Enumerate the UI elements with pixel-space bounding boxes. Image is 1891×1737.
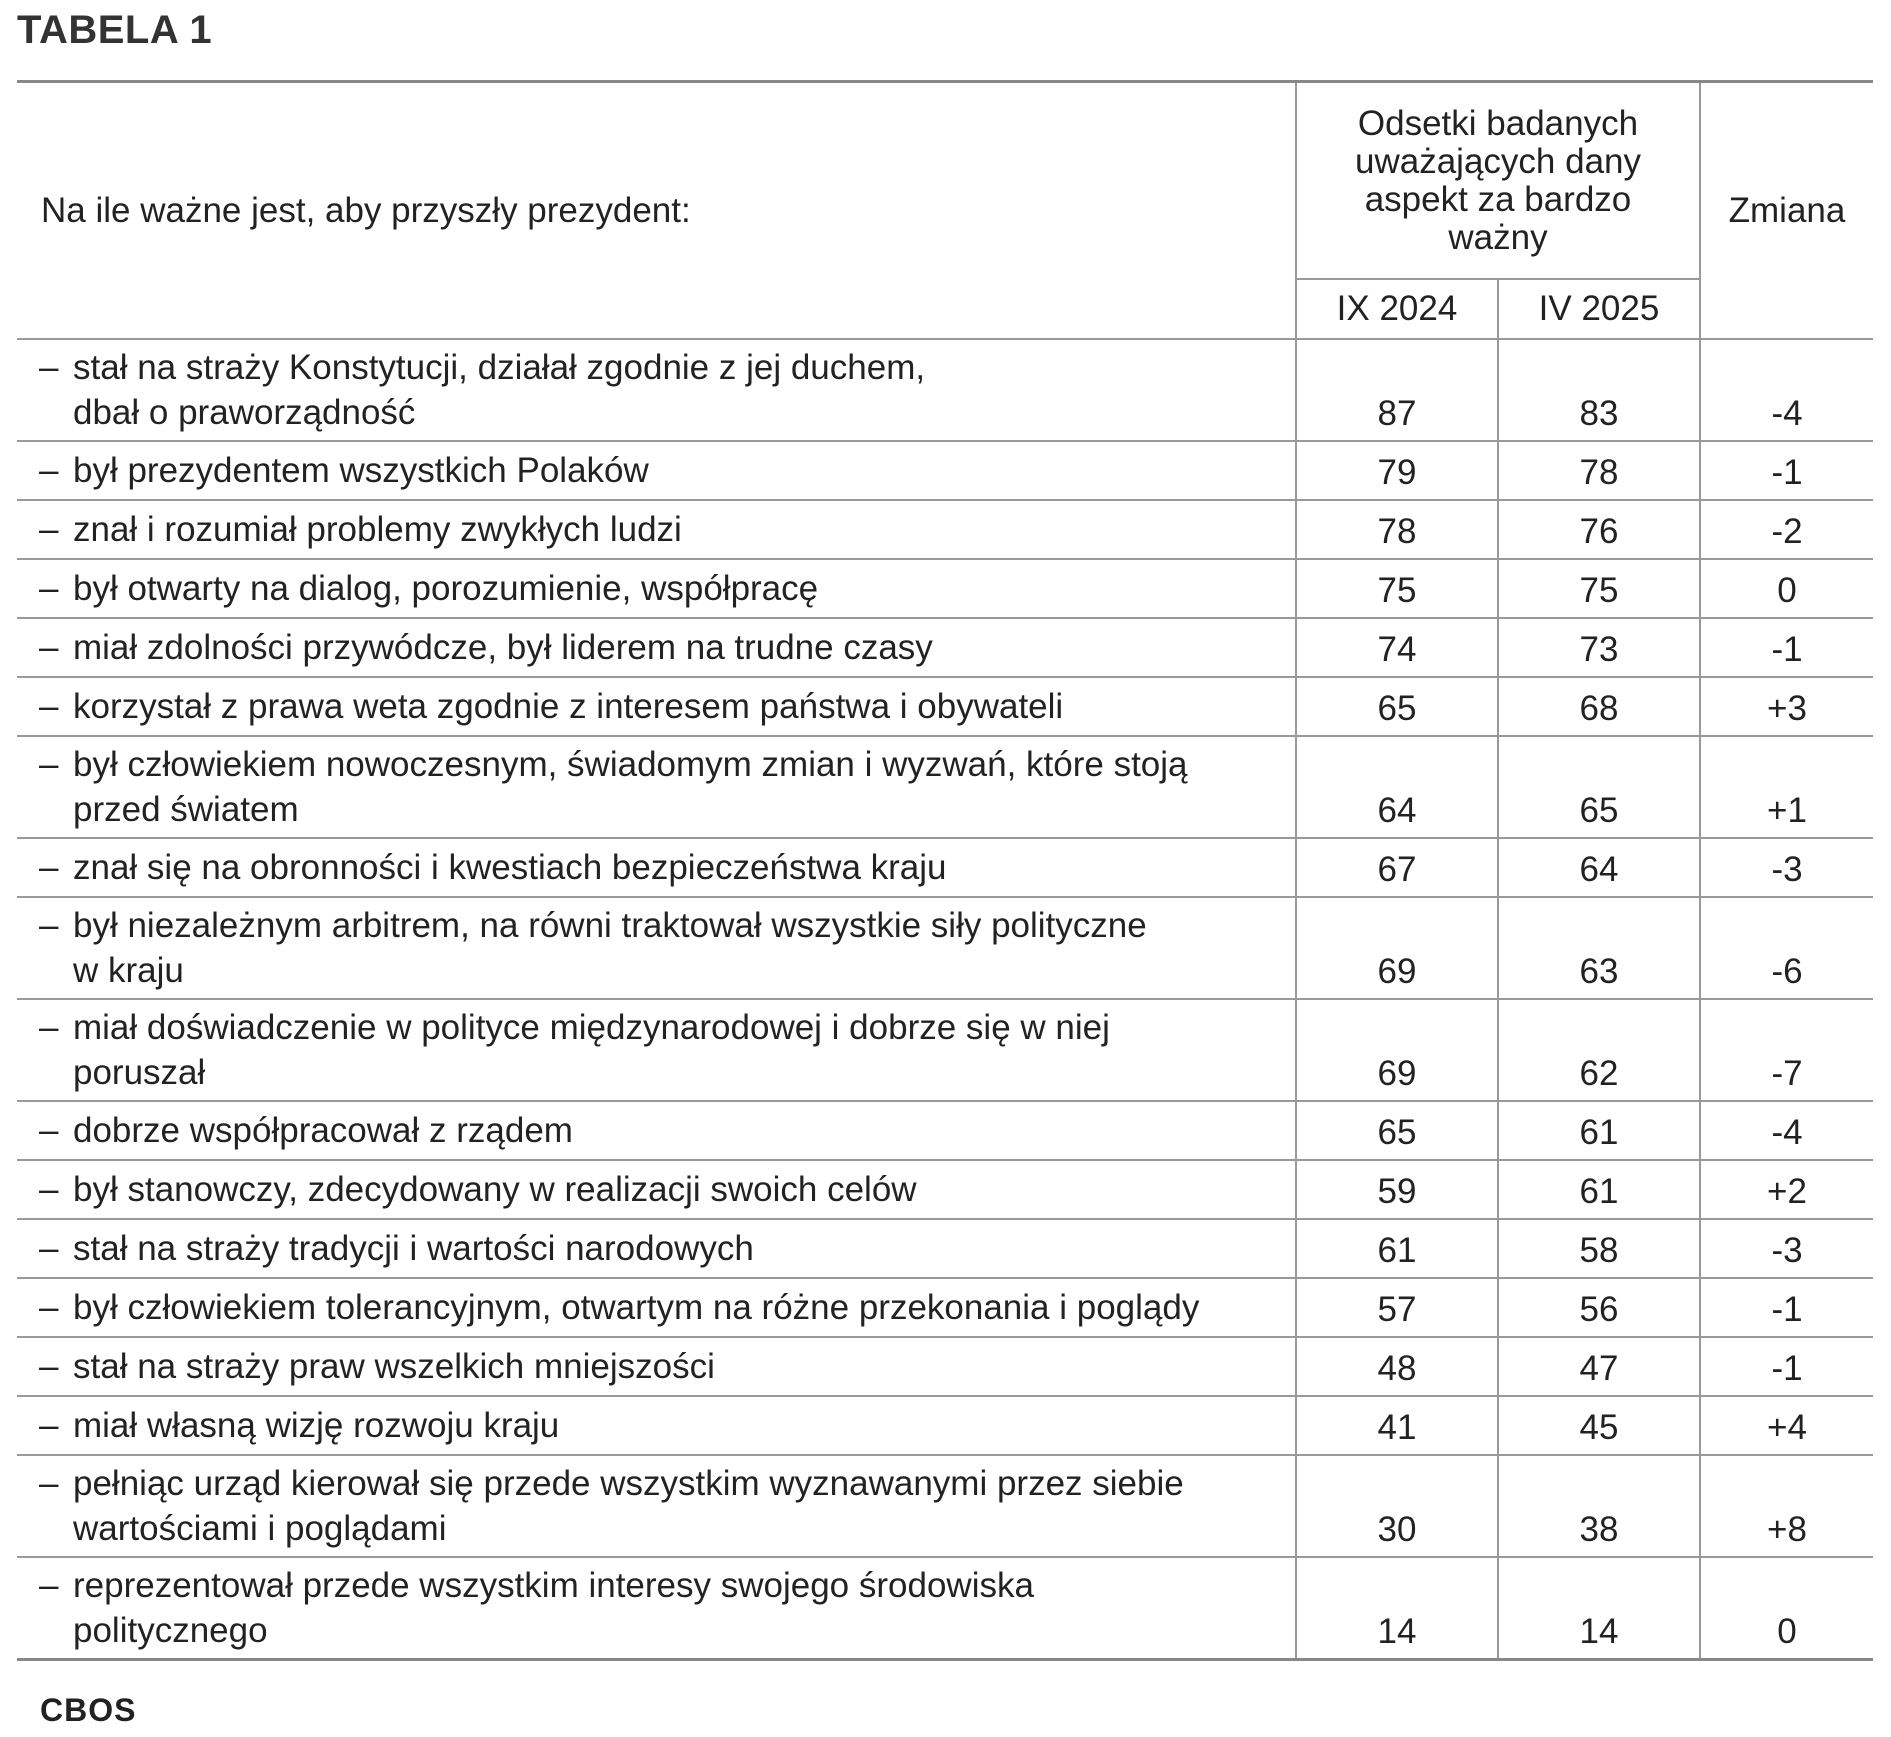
source-label: CBOS xyxy=(40,1692,137,1728)
row-label: stał na straży Konstytucji, działał zgodnie z jej duchem, dbał o praworządność xyxy=(73,348,926,432)
dash-marker: – xyxy=(39,569,59,608)
table-row xyxy=(17,559,1873,618)
value-iv-2025: 63 xyxy=(1498,897,1700,999)
value-ix-2024: 75 xyxy=(1296,559,1498,618)
dash-marker: – xyxy=(39,1170,59,1209)
dash-marker: – xyxy=(39,906,59,945)
header-ix-2024: IX 2024 xyxy=(1296,279,1498,339)
header-group-label xyxy=(1296,82,1700,280)
table-row xyxy=(17,838,1873,897)
row-label-cell xyxy=(17,1337,1296,1396)
value-ix-2024: 65 xyxy=(1296,677,1498,736)
row-label-cell xyxy=(17,500,1296,559)
value-change: -4 xyxy=(1700,1101,1873,1160)
table-row xyxy=(17,618,1873,677)
dash-marker: – xyxy=(39,1229,59,1268)
row-label-cell xyxy=(17,1160,1296,1219)
table-row xyxy=(17,677,1873,736)
value-change: -6 xyxy=(1700,897,1873,999)
value-ix-2024: 67 xyxy=(1296,838,1498,897)
table-row xyxy=(17,897,1873,999)
dash-marker: – xyxy=(39,510,59,549)
row-label: miał własną wizję rozwoju kraju xyxy=(73,1406,560,1445)
table-row xyxy=(17,1160,1873,1219)
value-change: +4 xyxy=(1700,1396,1873,1455)
table-row xyxy=(17,1337,1873,1396)
dash-marker: – xyxy=(39,1008,59,1047)
value-change: -1 xyxy=(1700,618,1873,677)
header-iv-2025: IV 2025 xyxy=(1498,279,1700,339)
row-label-cell xyxy=(17,1396,1296,1455)
row-label-cell xyxy=(17,1557,1296,1659)
dash-marker: – xyxy=(39,745,59,784)
row-label-cell xyxy=(17,339,1296,441)
value-ix-2024: 61 xyxy=(1296,1219,1498,1278)
table-row xyxy=(17,441,1873,500)
value-change: -7 xyxy=(1700,999,1873,1101)
row-label-cell xyxy=(17,838,1296,897)
value-iv-2025: 58 xyxy=(1498,1219,1700,1278)
dash-marker: – xyxy=(39,1565,59,1605)
value-iv-2025: 76 xyxy=(1498,500,1700,559)
value-iv-2025: 75 xyxy=(1498,559,1700,618)
header-group-text: Odsetki badanych uważających dany aspekt za bardzo ważny xyxy=(1355,103,1641,257)
row-label-cell xyxy=(17,559,1296,618)
value-iv-2025: 14 xyxy=(1498,1557,1700,1659)
table-row xyxy=(17,736,1873,838)
row-label: miał zdolności przywódcze, był liderem na trudne czasy xyxy=(73,628,933,667)
row-label-cell xyxy=(17,999,1296,1101)
row-label: był otwarty na dialog, porozumienie, współpracę xyxy=(73,569,819,608)
value-iv-2025: 62 xyxy=(1498,999,1700,1101)
value-iv-2025: 56 xyxy=(1498,1278,1700,1337)
value-iv-2025: 38 xyxy=(1498,1455,1700,1557)
table-row xyxy=(17,1455,1873,1557)
value-iv-2025: 64 xyxy=(1498,838,1700,897)
value-ix-2024: 87 xyxy=(1296,339,1498,441)
row-label: był człowiekiem tolerancyjnym, otwartym na różne przekonania i poglądy xyxy=(73,1288,1200,1327)
row-label: był niezależnym arbitrem, na równi traktował wszystkie siły polityczne w kraju xyxy=(73,906,1147,990)
row-label-cell xyxy=(17,618,1296,677)
row-label: był stanowczy, zdecydowany w realizacji swoich celów xyxy=(73,1170,917,1209)
value-change: -1 xyxy=(1700,441,1873,500)
value-ix-2024: 64 xyxy=(1296,736,1498,838)
row-label-cell xyxy=(17,677,1296,736)
table-row xyxy=(17,999,1873,1101)
row-label: korzystał z prawa weta zgodnie z interesem państwa i obywateli xyxy=(73,687,1064,726)
table-row xyxy=(17,1219,1873,1278)
header-change: Zmiana xyxy=(1700,82,1873,340)
value-iv-2025: 65 xyxy=(1498,736,1700,838)
value-change: -2 xyxy=(1700,500,1873,559)
value-ix-2024: 57 xyxy=(1296,1278,1498,1337)
value-iv-2025: 45 xyxy=(1498,1396,1700,1455)
dash-marker: – xyxy=(39,1111,59,1150)
row-label: stał na straży tradycji i wartości narodowych xyxy=(73,1229,754,1268)
value-change: 0 xyxy=(1700,1557,1873,1659)
row-label-cell xyxy=(17,441,1296,500)
value-iv-2025: 73 xyxy=(1498,618,1700,677)
value-change: -1 xyxy=(1700,1278,1873,1337)
value-iv-2025: 61 xyxy=(1498,1101,1700,1160)
value-ix-2024: 59 xyxy=(1296,1160,1498,1219)
dash-marker: – xyxy=(39,1406,59,1445)
dash-marker: – xyxy=(39,628,59,667)
dash-marker: – xyxy=(39,1288,59,1327)
table-row xyxy=(17,500,1873,559)
row-label: znał i rozumiał problemy zwykłych ludzi xyxy=(73,510,682,549)
value-ix-2024: 69 xyxy=(1296,999,1498,1101)
value-change: -1 xyxy=(1700,1337,1873,1396)
row-label-cell xyxy=(17,897,1296,999)
row-label: był prezydentem wszystkich Polaków xyxy=(73,451,649,490)
data-table xyxy=(17,80,1873,1661)
value-change: -3 xyxy=(1700,838,1873,897)
value-iv-2025: 61 xyxy=(1498,1160,1700,1219)
dash-marker: – xyxy=(39,451,59,490)
dash-marker: – xyxy=(39,1464,59,1503)
table-row xyxy=(17,1101,1873,1160)
row-label: miał doświadczenie w polityce międzynarodowej i dobrze się w niej poruszał xyxy=(73,1008,1110,1092)
row-label-cell xyxy=(17,736,1296,838)
row-label-cell xyxy=(17,1219,1296,1278)
table-row xyxy=(17,1396,1873,1455)
value-ix-2024: 14 xyxy=(1296,1557,1498,1659)
value-iv-2025: 83 xyxy=(1498,339,1700,441)
value-ix-2024: 30 xyxy=(1296,1455,1498,1557)
table-title: TABELA 1 xyxy=(17,8,213,52)
dash-marker: – xyxy=(39,848,59,887)
value-ix-2024: 79 xyxy=(1296,441,1498,500)
row-label: znał się na obronności i kwestiach bezpieczeństwa kraju xyxy=(73,848,947,887)
value-ix-2024: 74 xyxy=(1296,618,1498,677)
value-ix-2024: 69 xyxy=(1296,897,1498,999)
value-change: +2 xyxy=(1700,1160,1873,1219)
value-iv-2025: 47 xyxy=(1498,1337,1700,1396)
header-question: Na ile ważne jest, aby przyszły prezydent: xyxy=(17,82,1296,340)
value-iv-2025: 78 xyxy=(1498,441,1700,500)
row-label-cell xyxy=(17,1101,1296,1160)
row-label: pełniąc urząd kierował się przede wszystkim wyznawanymi przez siebie wartościami i poglądami xyxy=(73,1464,1184,1548)
dash-marker: – xyxy=(39,348,59,387)
dash-marker: – xyxy=(39,687,59,726)
table-row xyxy=(17,339,1873,441)
row-label: reprezentował przede wszystkim interesy swojego środowiska politycznego xyxy=(73,1565,1034,1650)
dash-marker: – xyxy=(39,1347,59,1386)
row-label: dobrze współpracował z rządem xyxy=(73,1111,573,1150)
value-change: +1 xyxy=(1700,736,1873,838)
row-label: stał na straży praw wszelkich mniejszości xyxy=(73,1347,715,1386)
value-change: -3 xyxy=(1700,1219,1873,1278)
row-label-cell xyxy=(17,1278,1296,1337)
value-iv-2025: 68 xyxy=(1498,677,1700,736)
value-ix-2024: 78 xyxy=(1296,500,1498,559)
value-ix-2024: 41 xyxy=(1296,1396,1498,1455)
table-body xyxy=(17,339,1873,1659)
row-label-cell xyxy=(17,1455,1296,1557)
value-change: +8 xyxy=(1700,1455,1873,1557)
value-ix-2024: 48 xyxy=(1296,1337,1498,1396)
value-ix-2024: 65 xyxy=(1296,1101,1498,1160)
value-change: +3 xyxy=(1700,677,1873,736)
value-change: 0 xyxy=(1700,559,1873,618)
value-change: -4 xyxy=(1700,339,1873,441)
table-row xyxy=(17,1278,1873,1337)
row-label: był człowiekiem nowoczesnym, świadomym zmian i wyzwań, które stoją przed światem xyxy=(73,745,1188,829)
table-row xyxy=(17,1557,1873,1659)
